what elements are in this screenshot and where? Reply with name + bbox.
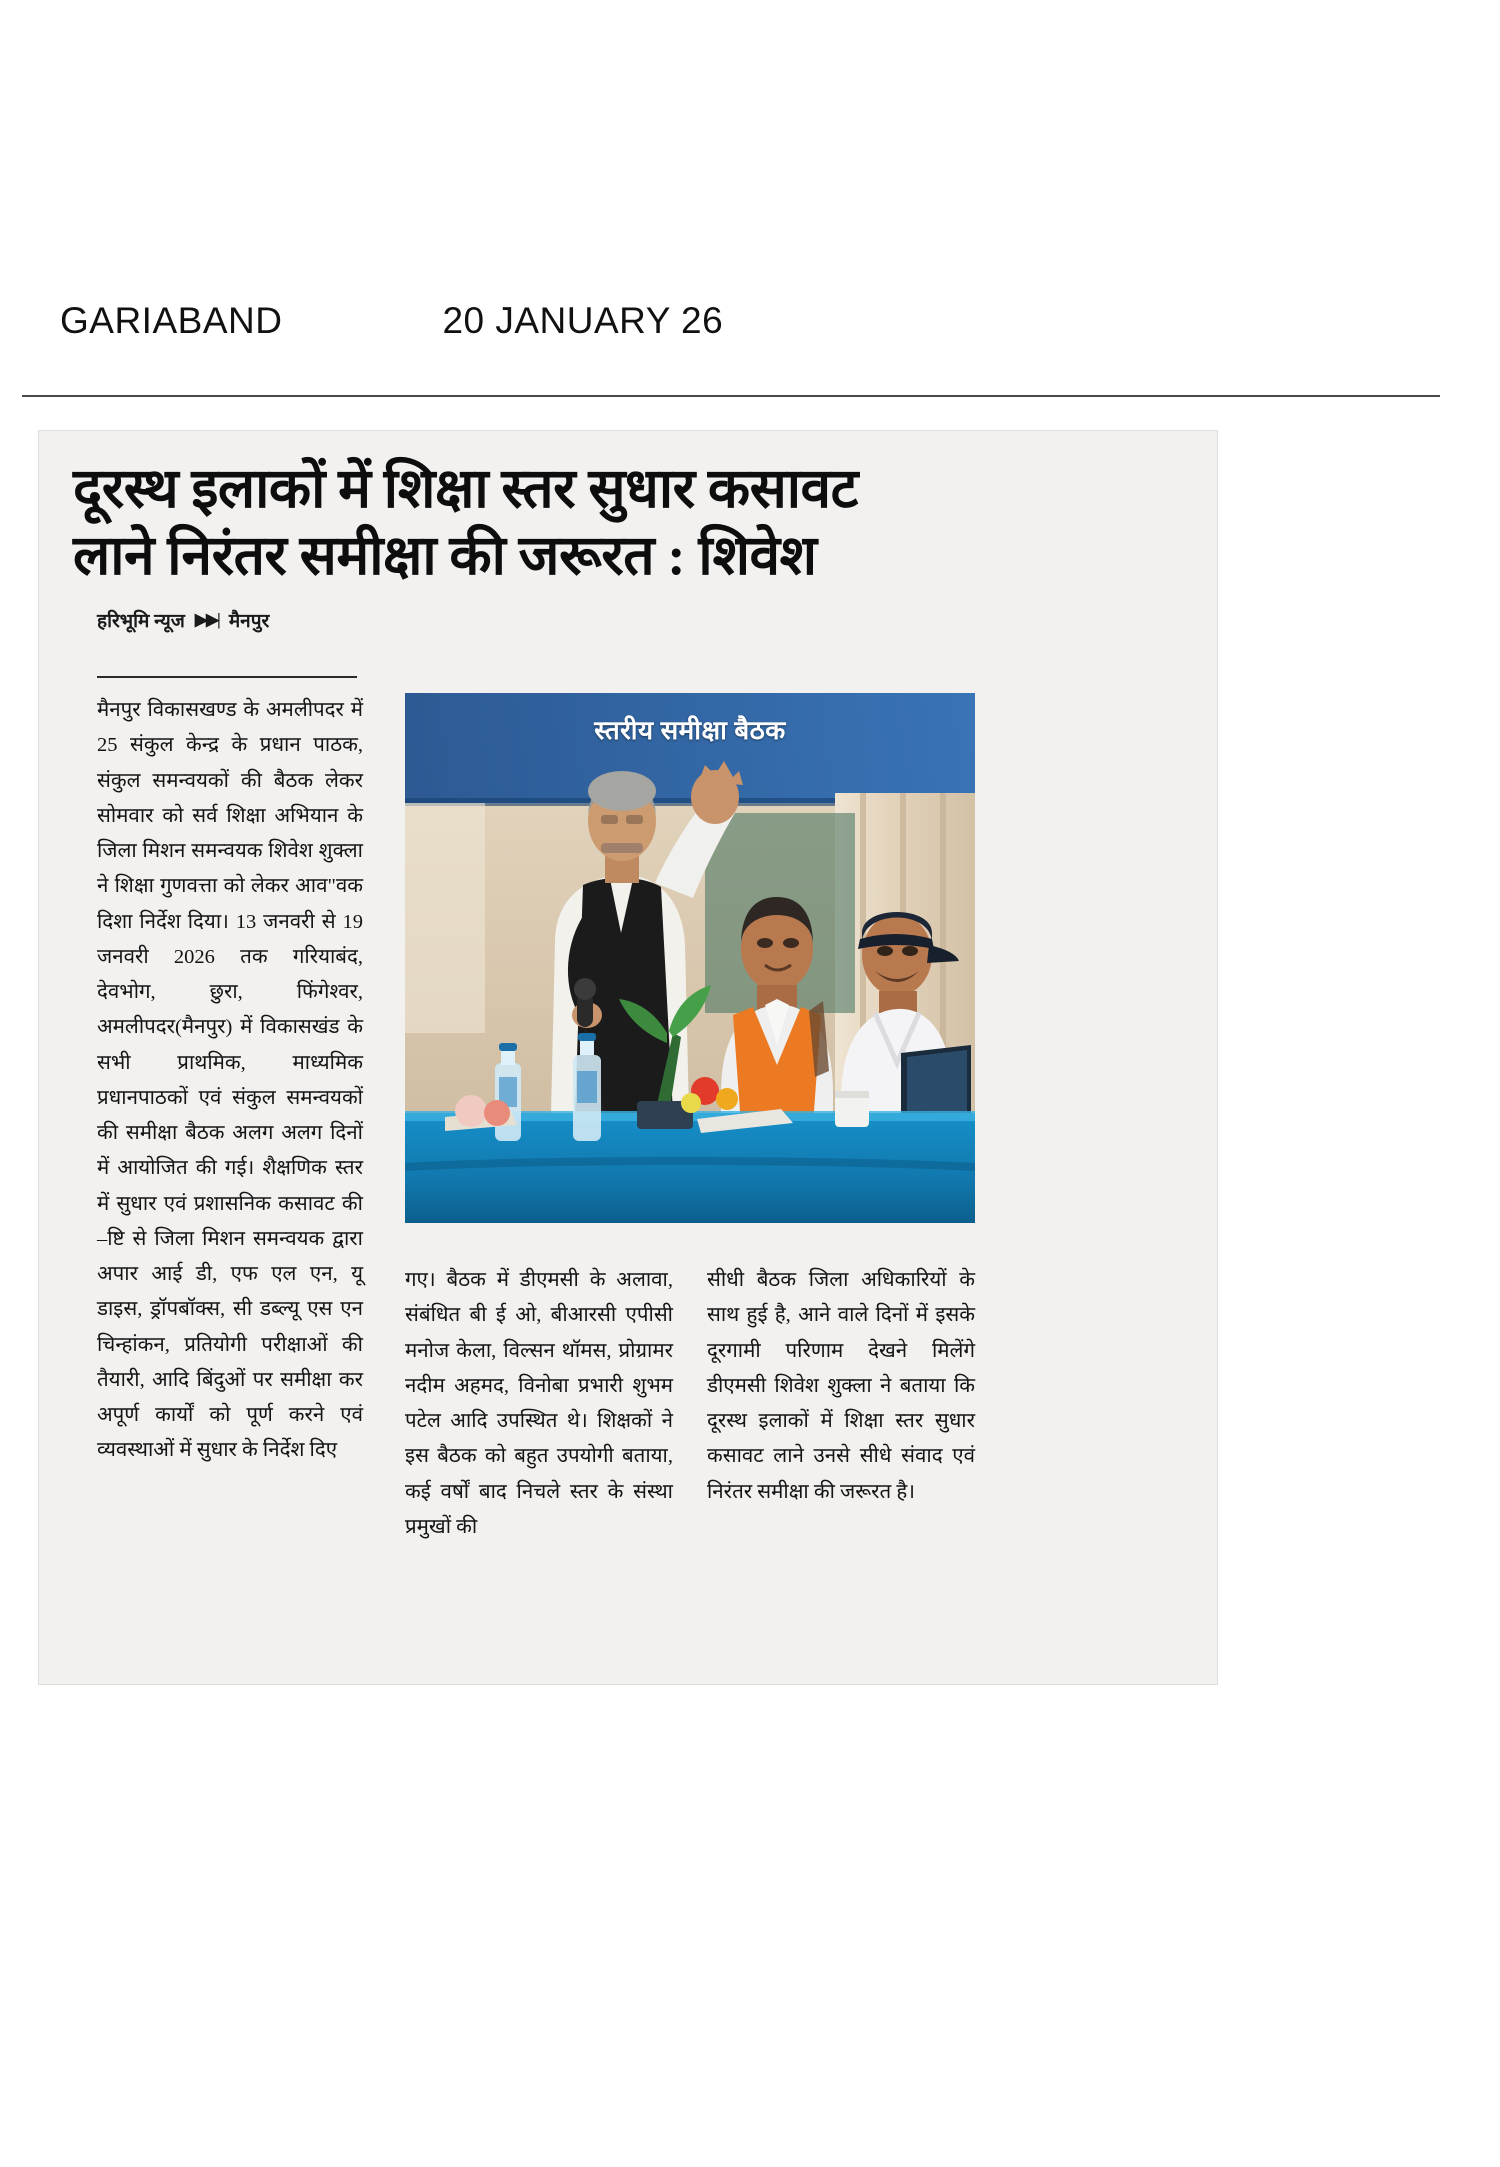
header-place: GARIABAND <box>60 300 283 341</box>
article-headline <box>73 455 1183 589</box>
column-1-text: मैनपुर विकासखण्ड के अमलीपदर में 25 संकुल केन्द्र के प्रधान पाठक, संकुल समन्वयकों की बैठक लेकर सोमवार को सर्व शिक्षा अभियान के जिला मिशन समन्वयक शिवेश शुक्ला ने शिक्षा गुणवत्ता को लेकर आव"वक दिशा निर्देश दिया। 13 जनवरी से 19 जनवरी 2026 तक गरियाबंद, देवभोग, छुरा, फिंगेश्वर, अमलीपदर(मैनपुर) में विकासखंड के सभी प्राथमिक, माध्यमिक प्रधानपाठकों एवं संकुल समन्वयकों की समीक्षा बैठक अलग अलग दिनों में आयोजित की गई। शैक्षणिक स्तर में सुधार एवं प्रशासनिक कसावट की –ष्टि से जिला मिशन समन्वयक द्वारा अपार आई डी, एफ एल एन, यू डाइस, ड्रॉपबॉक्स, सी डब्ल्यू एस एन चिन्हांकन, प्रतियोगी परीक्षाओं की तैयारी, आदि बिंदुओं पर समीक्षा कर अपूर्ण कार्यों को पूर्ण करने एवं व्यवस्थाओं में सुधार के निर्देश दिए <box>97 699 363 1462</box>
article-column-2 <box>405 1263 673 1545</box>
photo-illustration <box>405 693 975 1223</box>
article-body <box>39 693 1218 1683</box>
header-divider <box>22 395 1440 397</box>
photo-banner-text: स्तरीय समीक्षा बैठक <box>594 716 786 745</box>
byline-divider <box>97 676 357 678</box>
headline-line-2: लाने निरंतर समीक्षा की जरूरत : शिवेश <box>73 525 817 587</box>
newspaper-clipping <box>38 430 1218 1685</box>
byline-source: हरिभूमि न्यूज <box>97 611 185 633</box>
byline-arrow-icon: ▶▶| <box>194 610 219 630</box>
column-2-text: गए। बैठक में डीएमसी के अलावा, संबंधित बी ई ओ, बीआरसी एपीसी मनोज केला, विल्सन थॉमस, प्रोग्रामर नदीम अहमद, विनोबा प्रभारी शुभम पटेल आदि उपस्थित थे। शिक्षकों ने इस बैठक को बहुत उपयोगी बताया, कई वर्षों बाद निचले स्तर के संस्था प्रमुखों की <box>405 1269 673 1538</box>
table <box>405 1113 975 1223</box>
headline-line-1: दूरस्थ इलाकों में शिक्षा स्तर सुधार कसावट <box>73 458 858 519</box>
column-3-text: सीधी बैठक जिला अधिकारियों के साथ हुई है, आने वाले दिनों में इसके दूरगामी परिणाम देखने मिलेंगे डीएमसी शिवेश शुक्ला ने बताया कि दूरस्थ इलाकों में शिक्षा स्तर सुधार कसावट लाने उनसे सीधे संवाद एवं निरंतर समीक्षा की जरूरत है। <box>707 1269 975 1503</box>
laptop <box>901 1045 971 1119</box>
header-date: 20 JANUARY 26 <box>442 300 724 341</box>
document-header <box>60 300 1440 342</box>
article-column-3 <box>707 1263 975 1510</box>
cup <box>835 1091 869 1127</box>
article-photo <box>405 693 975 1223</box>
article-byline <box>97 607 1217 633</box>
byline-location: मैनपुर <box>228 611 270 633</box>
article-column-1 <box>97 693 363 1469</box>
